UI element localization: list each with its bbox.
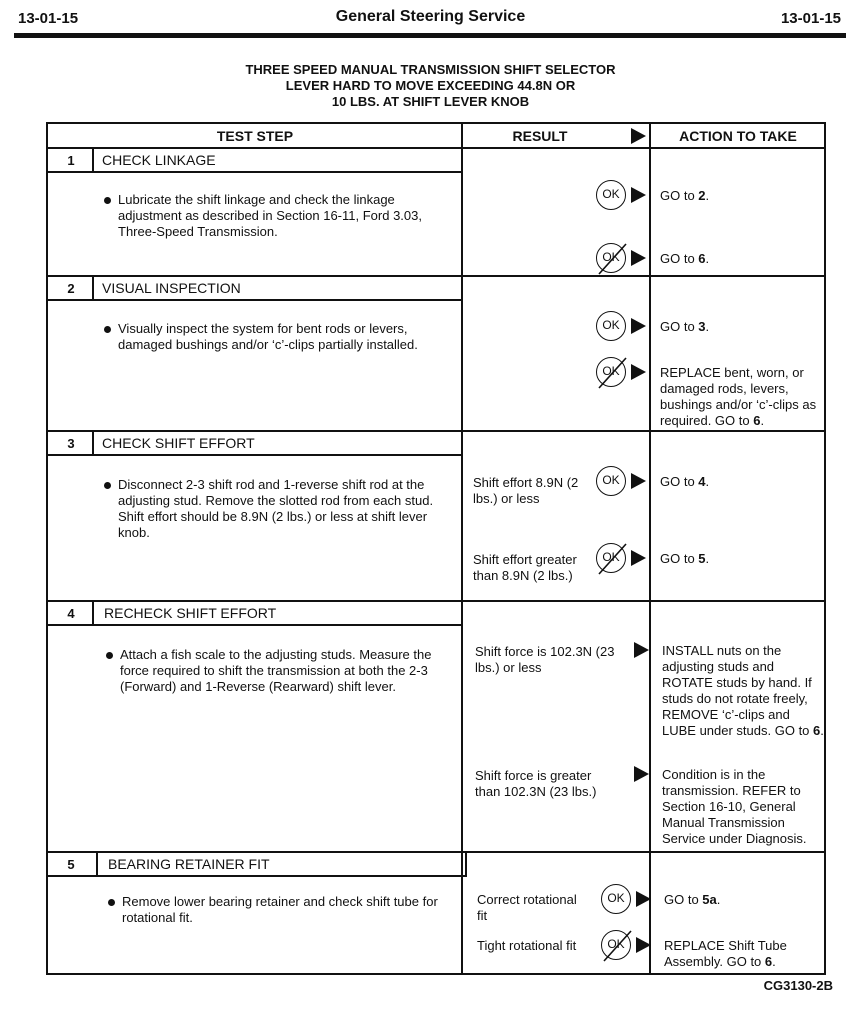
- not-ok-icon: [596, 357, 626, 387]
- column-header-test-step: TEST STEP: [216, 128, 294, 144]
- step-instruction-text: Remove lower bearing retainer and check shift tube for rotational fit.: [122, 894, 438, 925]
- arrow-icon: [631, 128, 646, 144]
- step-instruction-text: Attach a fish scale to the adjusting studs. Measure the force required to shift the transmission at both the 2-3 (Forward) and 1-Reverse (Rearward) shift lever.: [120, 647, 432, 694]
- action-text: REPLACE Shift Tube Assembly. GO to 6.: [664, 938, 787, 969]
- step-instruction: [122, 894, 462, 926]
- ok-label: OK: [607, 891, 625, 905]
- column-header-result-label: RESULT: [512, 128, 568, 144]
- column-header-action: ACTION TO TAKE: [679, 128, 797, 144]
- result-condition: Shift effort greater than 8.9N (2 lbs.): [473, 552, 577, 583]
- step-title: VISUAL INSPECTION: [102, 280, 241, 296]
- ok-icon: [596, 466, 626, 496]
- action-text: GO to 2.: [660, 188, 710, 203]
- step-header-box: [46, 600, 463, 626]
- header-rule: [14, 33, 846, 38]
- title-line-2: LEVER HARD TO MOVE EXCEEDING 44.8N OR: [285, 78, 576, 93]
- action-text: Condition is in the transmission. REFER to Section 16-10, General Manual Transmission Service under Diagnosis.: [662, 767, 807, 846]
- step-title: CHECK LINKAGE: [102, 152, 216, 168]
- title-line-1: THREE SPEED MANUAL TRANSMISSION SHIFT SELECTOR: [245, 62, 616, 77]
- result-condition: Shift force is greater than 102.3N (23 lbs.): [475, 768, 597, 799]
- result-condition: Tight rotational fit: [477, 938, 577, 953]
- ok-label: OK: [602, 318, 620, 332]
- step-number: 1: [67, 153, 75, 168]
- not-ok-icon: [596, 543, 626, 573]
- arrow-icon: [636, 937, 651, 953]
- arrow-icon: [631, 250, 646, 266]
- step-number: 3: [67, 436, 75, 451]
- page-header: [0, 8, 861, 36]
- action-text: GO to 6.: [660, 251, 710, 266]
- step-title: CHECK SHIFT EFFORT: [102, 435, 255, 451]
- arrow-icon: [631, 364, 646, 380]
- step-title: RECHECK SHIFT EFFORT: [104, 605, 277, 621]
- result-condition: Correct rotational fit: [477, 892, 577, 923]
- step-number-divider: [92, 149, 94, 171]
- step-number-divider: [96, 853, 98, 875]
- bullet-icon: [108, 899, 115, 906]
- result-condition: Shift effort 8.9N (2 lbs.) or less: [473, 475, 579, 506]
- step-number: 2: [67, 281, 75, 296]
- arrow-icon: [631, 318, 646, 334]
- step-number: 4: [67, 606, 75, 621]
- title-line-3: 10 LBS. AT SHIFT LEVER KNOB: [331, 94, 530, 109]
- step-number-divider: [92, 432, 94, 454]
- step-instruction: [120, 647, 450, 695]
- not-ok-icon: [601, 930, 631, 960]
- step-header-box: [46, 430, 463, 456]
- bullet-icon: [104, 197, 111, 204]
- step-header-box: [46, 275, 463, 301]
- diagnostic-table: [46, 122, 826, 975]
- section-title: General Steering Service: [335, 8, 526, 25]
- arrow-icon: [636, 891, 651, 907]
- procedure-title: [0, 62, 861, 110]
- ok-label: OK: [607, 937, 625, 951]
- arrow-icon: [634, 642, 649, 658]
- action-text: GO to 3.: [660, 319, 710, 334]
- action-text: GO to 4.: [660, 474, 710, 489]
- step-number-divider: [92, 602, 94, 624]
- ok-icon: [596, 180, 626, 210]
- ok-label: OK: [602, 550, 620, 564]
- bullet-icon: [104, 482, 111, 489]
- action-text: INSTALL nuts on the adjusting studs and ROTATE studs by hand. If studs do not rotate freely, REMOVE ‘c’-clips and LUBE under studs. GO to 6.: [662, 643, 824, 738]
- step-number-divider: [92, 277, 94, 299]
- result-condition: Shift force is 102.3N (23 lbs.) or less: [475, 644, 615, 675]
- step-instruction: [118, 321, 458, 353]
- ok-label: OK: [602, 187, 620, 201]
- column-divider-1: [461, 124, 463, 973]
- step-number: 5: [67, 857, 75, 872]
- ok-label: OK: [602, 364, 620, 378]
- arrow-icon: [631, 473, 646, 489]
- bullet-icon: [106, 652, 113, 659]
- ok-label: OK: [602, 473, 620, 487]
- ok-icon: [601, 884, 631, 914]
- arrow-icon: [631, 550, 646, 566]
- step-header-box: [46, 147, 463, 173]
- ok-label: OK: [602, 250, 620, 264]
- not-ok-icon: [596, 243, 626, 273]
- step-instruction-text: Visually inspect the system for bent rods or levers, damaged bushings and/or ‘c’-clips partially installed.: [118, 321, 418, 352]
- step-header-box: [46, 851, 467, 877]
- ok-icon: [596, 311, 626, 341]
- step-instruction-text: Lubricate the shift linkage and check the linkage adjustment as described in Section 16-11, Ford 3.03, Three-Speed Transmission.: [118, 192, 422, 239]
- page-number-right: 13-01-15: [780, 10, 841, 27]
- bullet-icon: [104, 326, 111, 333]
- action-text: GO to 5a.: [664, 892, 721, 907]
- action-text: GO to 5.: [660, 551, 710, 566]
- action-text: REPLACE bent, worn, or damaged rods, levers, bushings and/or ‘c’-clips as required. GO to 6.: [660, 365, 817, 428]
- arrow-icon: [634, 766, 649, 782]
- step-instruction: [118, 477, 438, 541]
- page-number-left: 13-01-15: [18, 10, 79, 27]
- step-title: BEARING RETAINER FIT: [108, 856, 270, 872]
- column-header-result: [462, 124, 650, 148]
- step-instruction-text: Disconnect 2-3 shift rod and 1-reverse shift rod at the adjusting stud. Remove the slotted rod from each stud. Shift effort should be 8.9N (2 lbs.) or less at shift lever knob.: [118, 477, 434, 540]
- step-instruction: [118, 192, 438, 240]
- column-divider-2: [649, 124, 651, 973]
- figure-code: CG3130-2B: [763, 978, 833, 993]
- arrow-icon: [631, 187, 646, 203]
